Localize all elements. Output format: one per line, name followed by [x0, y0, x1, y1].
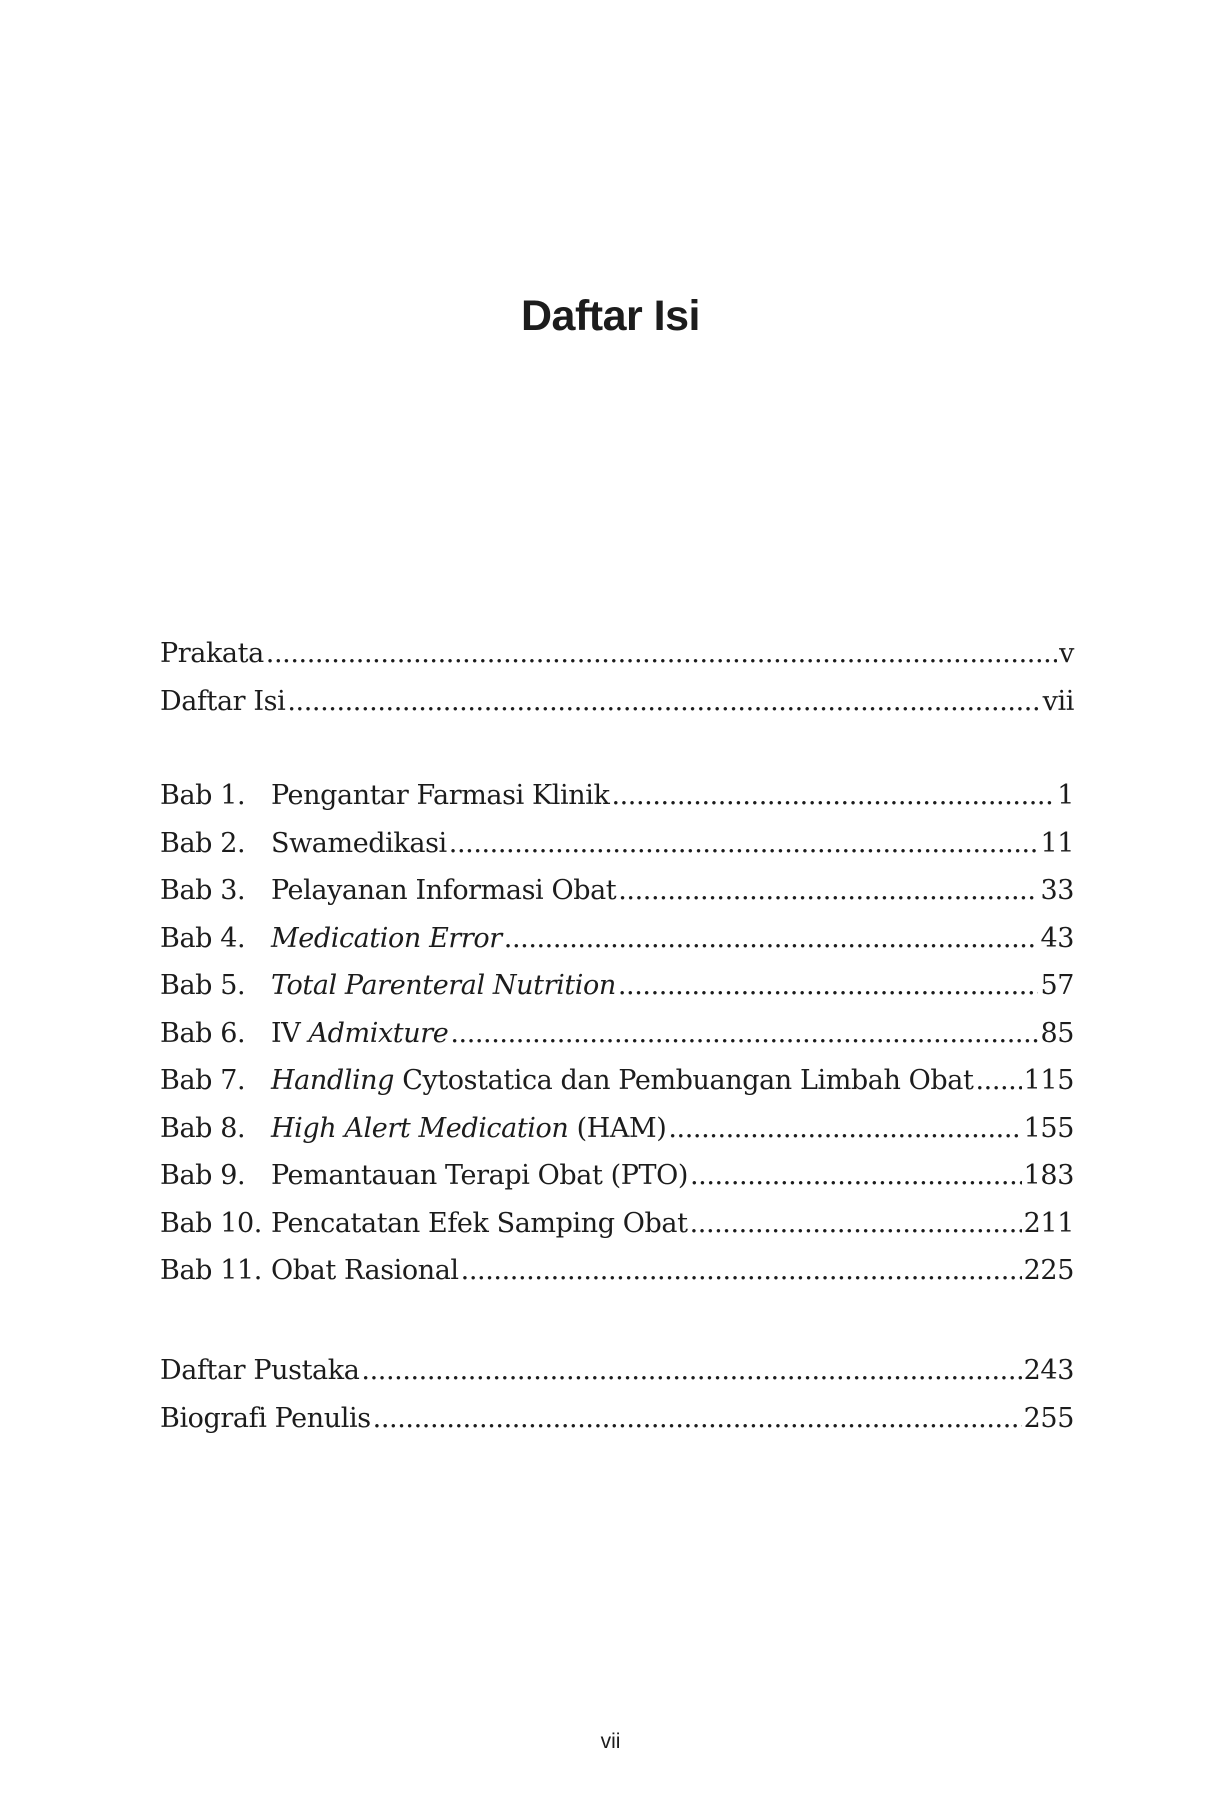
chapter-title: Pelayanan Informasi Obat	[271, 875, 617, 906]
dot-leader	[618, 867, 1038, 915]
dot-leader	[287, 678, 1040, 726]
toc-entry-bab-6[interactable]	[160, 1010, 1074, 1058]
page-title: Daftar Isi	[520, 292, 700, 340]
chapter-title: Obat Rasional	[271, 1255, 459, 1286]
toc-entry-bab-1[interactable]	[160, 772, 1074, 820]
toc-entry-bab-4[interactable]	[160, 915, 1074, 963]
toc-back-matter	[160, 1347, 1074, 1442]
chapter-number: Bab 10.	[160, 1207, 262, 1239]
toc-entry-prakata[interactable]	[160, 630, 1074, 678]
toc-entry-biografi-penulis[interactable]	[160, 1395, 1074, 1443]
chapter-page: 43	[1040, 922, 1074, 954]
dot-leader	[975, 1057, 1021, 1105]
chapter-number: Bab 6.	[160, 1017, 246, 1049]
toc-entry-label: Prakata	[160, 638, 264, 669]
page-number: vii	[600, 1730, 621, 1753]
dot-leader	[461, 1247, 1022, 1295]
toc-entry-label: Daftar Pustaka	[160, 1355, 360, 1386]
toc-entry-bab-11[interactable]	[160, 1247, 1074, 1295]
toc-entry-page: v	[1059, 638, 1074, 669]
toc-entry-page: vii	[1042, 685, 1074, 717]
chapter-page: 57	[1040, 970, 1074, 1001]
dot-leader	[373, 1395, 1022, 1443]
toc-entry-bab-2[interactable]	[160, 820, 1074, 868]
chapter-title: Handling Cytostatica dan Pembuangan Limbah Obat	[271, 1065, 974, 1096]
toc-entry-bab-8[interactable]	[160, 1105, 1074, 1153]
chapter-title: Pencatatan Efek Samping Obat	[271, 1207, 688, 1239]
chapter-number: Bab 4.	[160, 922, 246, 954]
toc-chapters	[160, 772, 1074, 1295]
chapter-page: 85	[1040, 1017, 1074, 1049]
toc-entry-bab-9[interactable]	[160, 1152, 1074, 1200]
chapter-number: Bab 2.	[160, 827, 246, 859]
dot-leader	[690, 1152, 1022, 1200]
toc-entry-page: 243	[1023, 1355, 1074, 1386]
chapter-number: Bab 11.	[160, 1255, 262, 1286]
chapter-title: Total Parenteral Nutrition	[271, 970, 616, 1001]
toc-entry-bab-3[interactable]	[160, 867, 1074, 915]
dot-leader	[450, 1010, 1038, 1058]
chapter-page: 183	[1023, 1160, 1074, 1191]
chapter-number: Bab 8.	[160, 1112, 246, 1144]
chapter-title: IV Admixture	[271, 1017, 449, 1049]
toc-front-matter	[160, 630, 1074, 725]
toc-entry-bab-10[interactable]	[160, 1200, 1074, 1248]
chapter-title: High Alert Medication (HAM)	[271, 1112, 667, 1144]
chapter-title: Swamedikasi	[271, 827, 447, 859]
dot-leader	[668, 1105, 1021, 1153]
chapter-title: Medication Error	[271, 922, 502, 954]
chapter-page: 115	[1023, 1065, 1074, 1096]
chapter-number: Bab 5.	[160, 970, 246, 1001]
toc-entry-daftar-isi[interactable]	[160, 678, 1074, 726]
chapter-page: 225	[1023, 1255, 1074, 1286]
dot-leader	[361, 1347, 1021, 1395]
chapter-number: Bab 9.	[160, 1160, 246, 1191]
chapter-number: Bab 7.	[160, 1065, 246, 1096]
chapter-number: Bab 1.	[160, 780, 246, 811]
dot-leader	[611, 772, 1055, 820]
chapter-page: 33	[1040, 875, 1074, 906]
toc-entry-bab-5[interactable]	[160, 962, 1074, 1010]
chapter-number: Bab 3.	[160, 875, 246, 906]
dot-leader	[449, 820, 1039, 868]
chapter-page: 211	[1023, 1207, 1074, 1239]
toc-entry-daftar-pustaka[interactable]	[160, 1347, 1074, 1395]
chapter-page: 1	[1057, 780, 1074, 811]
toc-entry-bab-7[interactable]	[160, 1057, 1074, 1105]
dot-leader	[504, 915, 1039, 963]
dot-leader	[690, 1200, 1022, 1248]
chapter-title: Pemantauan Terapi Obat (PTO)	[271, 1160, 688, 1191]
chapter-page: 11	[1040, 827, 1074, 859]
chapter-page: 155	[1023, 1112, 1074, 1144]
dot-leader	[618, 962, 1039, 1010]
toc-entry-label: Biografi Penulis	[160, 1402, 371, 1434]
toc-entry-label: Daftar Isi	[160, 685, 286, 717]
dot-leader	[266, 630, 1057, 678]
toc-entry-page: 255	[1023, 1402, 1074, 1434]
chapter-title: Pengantar Farmasi Klinik	[271, 780, 610, 811]
